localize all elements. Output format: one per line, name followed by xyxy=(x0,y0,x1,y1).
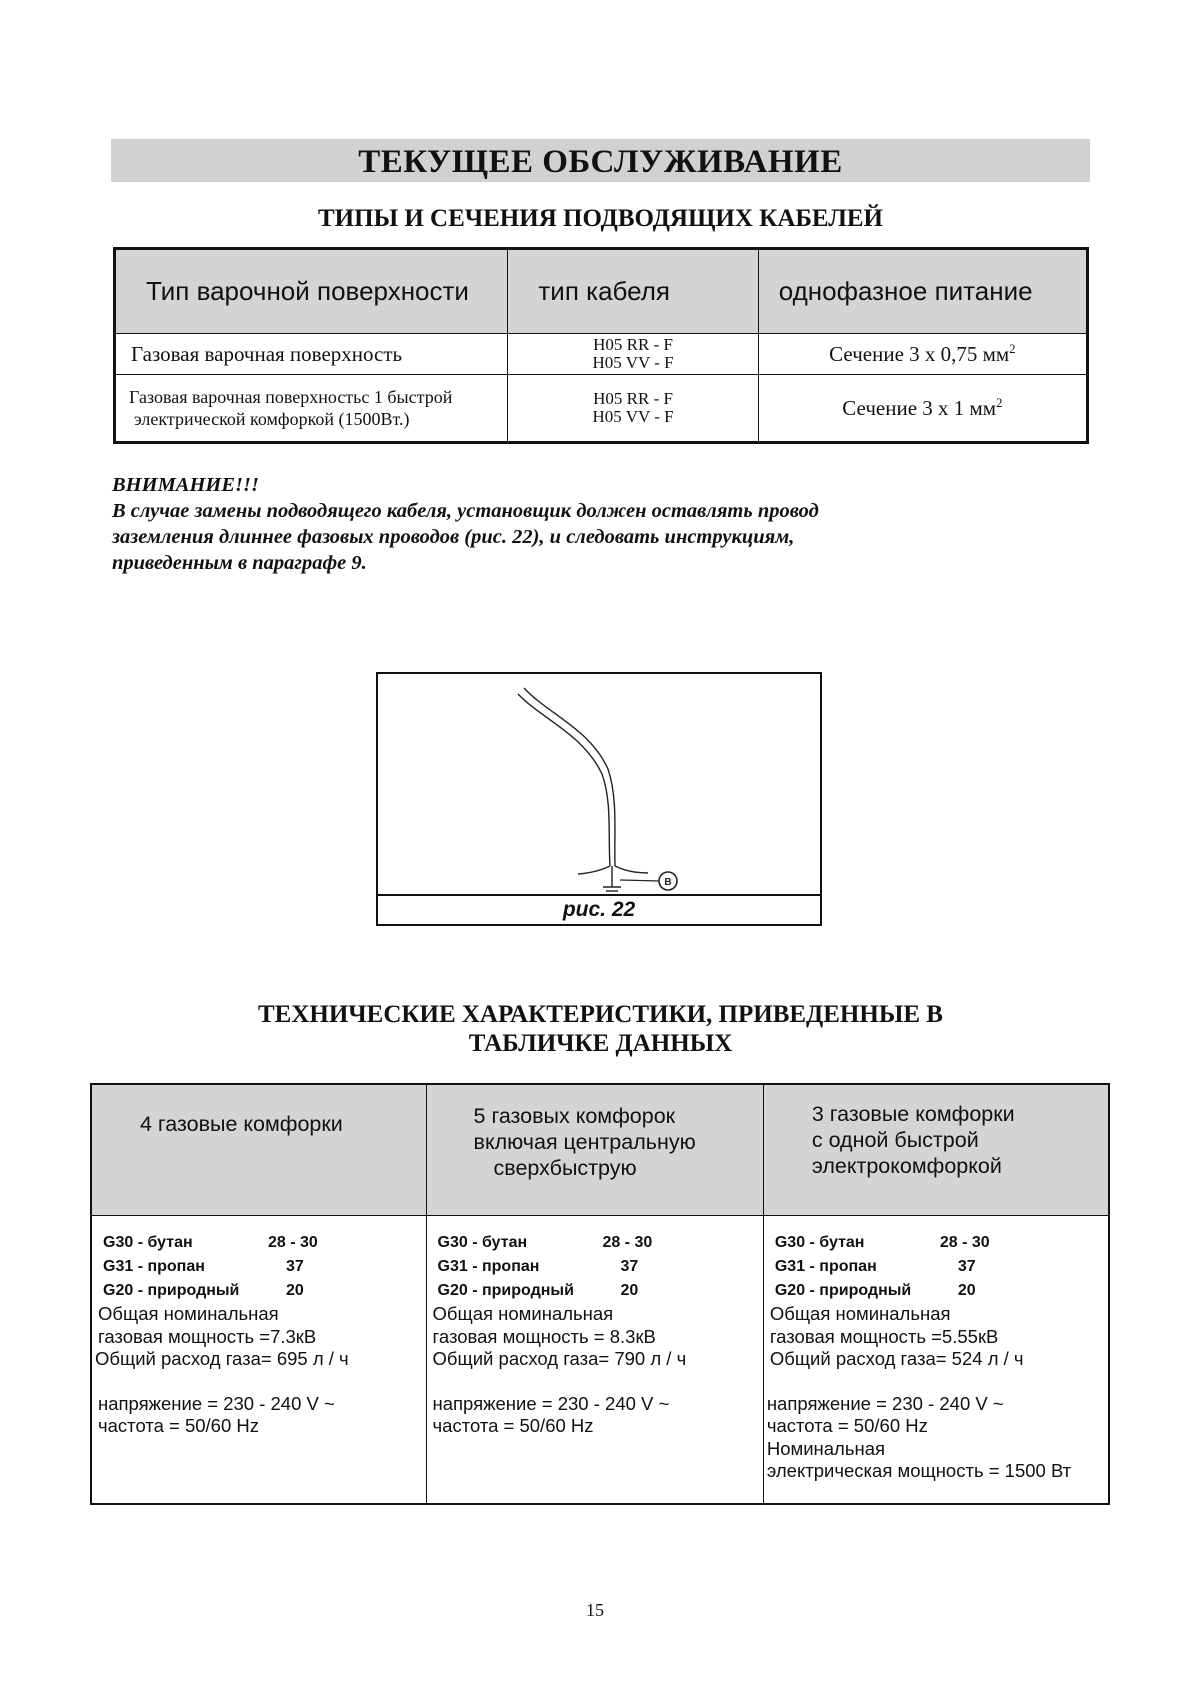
gas-power: газовая мощность =5.55кВ xyxy=(769,1325,999,1347)
gas-name: G31 - пропан xyxy=(774,1258,877,1275)
surface-type-line: электрической комфоркой (1500Вт.) xyxy=(134,409,410,429)
surface-type-line: Газовая варочная поверхностьс 1 быстрой xyxy=(129,387,453,407)
specs-title-line: ТАБЛИЧКЕ ДАННЫХ xyxy=(468,1030,733,1057)
gas-consumption: Общий расход газа= 695 л / ч xyxy=(95,1348,349,1369)
specs-table-header xyxy=(91,1084,1109,1216)
gas-pressure: 28 - 30 xyxy=(268,1234,318,1251)
gas-pressure: 28 - 30 xyxy=(939,1234,990,1251)
table-row xyxy=(115,334,1088,375)
section-cell xyxy=(758,375,1087,443)
warning-line: заземления длиннее фазовых проводов (рис. 22), и следовать инструкциям, xyxy=(112,526,795,548)
voltage: напряжение = 230 - 240 V ~ xyxy=(766,1392,1004,1414)
gas-row xyxy=(775,1279,1108,1303)
cables-section-title: ТИПЫ И СЕЧЕНИЯ ПОДВОДЯЩИХ КАБЕЛЕЙ xyxy=(318,205,883,232)
cables-table xyxy=(113,247,1089,444)
warning-title: ВНИМАНИЕ!!! xyxy=(112,474,259,496)
cable-type-cell xyxy=(508,375,758,443)
column-header-3-burners xyxy=(763,1084,1109,1216)
section-superscript: 2 xyxy=(1009,341,1016,356)
gas-name: G31 - пропан xyxy=(437,1258,540,1275)
frequency: частота = 50/60 Hz xyxy=(766,1415,928,1436)
gas-row xyxy=(438,1279,763,1303)
callout-line xyxy=(620,880,660,881)
gas-name: G30 - бутан xyxy=(437,1234,528,1251)
voltage: напряжение = 230 - 240 V ~ xyxy=(432,1392,670,1414)
wire-left xyxy=(578,866,610,874)
gas-pressure: 20 xyxy=(957,1282,976,1299)
electric-power-label: Номинальная xyxy=(766,1437,886,1459)
specs-title-line: ТЕХНИЧЕСКИЕ ХАРАКТЕРИСТИКИ, ПРИВЕДЕННЫЕ В xyxy=(258,1001,943,1028)
callout-label: B xyxy=(664,877,672,888)
spec-column-5-burners xyxy=(426,1216,763,1505)
gas-power: газовая мощность =7.3кВ xyxy=(98,1325,317,1347)
gas-power: газовая мощность = 8.3кВ xyxy=(432,1325,656,1347)
gas-pressure: 20 xyxy=(620,1282,639,1299)
figure-caption: рис. 22 xyxy=(378,894,820,924)
surface-type-cell: Газовая варочная поверхность xyxy=(115,334,508,375)
gas-row xyxy=(438,1231,763,1255)
gas-consumption: Общий расход газа= 524 л / ч xyxy=(769,1348,1024,1369)
gas-pressure-list xyxy=(438,1231,763,1303)
column-header-surface-type: Тип варочной поверхности xyxy=(115,249,508,334)
cable-ground-illustration xyxy=(378,674,820,896)
header-line: 5 газовых комфорок xyxy=(473,1104,676,1128)
gas-pressure-list xyxy=(103,1231,426,1303)
table-row xyxy=(115,375,1088,443)
column-header-4-burners xyxy=(91,1084,426,1216)
cable-type-line: H05 VV - F xyxy=(592,353,674,372)
gas-consumption: Общий расход газа= 790 л / ч xyxy=(432,1348,687,1369)
power-label: Общая номинальная xyxy=(98,1303,279,1324)
column-header-5-burners xyxy=(426,1084,763,1216)
gas-row xyxy=(103,1255,426,1279)
cable-type-cell xyxy=(508,334,758,375)
warning-line: В случае замены подводящего кабеля, установщик должен оставлять провод xyxy=(112,500,819,522)
header-line: включая центральную xyxy=(473,1130,696,1154)
page-number: 15 xyxy=(586,1600,604,1620)
frequency: частота = 50/60 Hz xyxy=(432,1415,594,1436)
header-line: 4 газовые комфорки xyxy=(140,1112,343,1136)
gas-row xyxy=(775,1231,1108,1255)
specs-table-body xyxy=(91,1216,1109,1505)
warning-block xyxy=(112,472,1012,576)
gas-name: G20 - природный xyxy=(103,1282,240,1299)
header-line: 3 газовые комфорки xyxy=(811,1102,1015,1126)
section-value: Сечение 3 х 0,75 мм xyxy=(829,341,1010,366)
electric-power: электрическая мощность = 1500 Вт xyxy=(766,1460,1072,1481)
power-label: Общая номинальная xyxy=(769,1303,951,1324)
specs-table xyxy=(90,1083,1110,1505)
figure-22 xyxy=(376,672,822,926)
gas-pressure: 20 xyxy=(286,1282,304,1299)
cable-type-line: H05 VV - F xyxy=(592,407,674,426)
column-header-cable-type: тип кабеля xyxy=(508,249,758,334)
cables-table-header xyxy=(115,249,1088,334)
warning-line: приведенным в параграфе 9. xyxy=(112,552,367,574)
gas-row xyxy=(438,1255,763,1279)
surface-type-cell xyxy=(115,375,508,443)
header-line: электрокомфоркой xyxy=(811,1154,1002,1178)
cable-type-line: H05 RR - F xyxy=(593,389,673,408)
specs-section-title xyxy=(111,1000,1090,1058)
page-title: ТЕКУЩЕЕ ОБСЛУЖИВАНИЕ xyxy=(111,139,1090,182)
power-label: Общая номинальная xyxy=(432,1303,614,1324)
gas-name: G20 - природный xyxy=(437,1282,574,1299)
spec-column-3-burners xyxy=(763,1216,1109,1505)
header-line: с одной быстрой xyxy=(811,1128,979,1152)
header-line: сверхбыструю xyxy=(493,1156,637,1180)
gas-pressure: 37 xyxy=(957,1258,976,1275)
gas-name: G30 - бутан xyxy=(103,1234,193,1251)
gas-row xyxy=(103,1279,426,1303)
gas-name: G30 - бутан xyxy=(774,1234,865,1251)
section-superscript: 2 xyxy=(996,395,1003,410)
wire-right xyxy=(615,866,648,873)
cable-line xyxy=(524,688,615,866)
section-cell xyxy=(758,334,1087,375)
column-header-single-phase: однофазное питание xyxy=(758,249,1087,334)
cable-type-line: H05 RR - F xyxy=(593,335,673,354)
gas-pressure: 37 xyxy=(286,1258,304,1275)
gas-row xyxy=(775,1255,1108,1279)
section-value: Сечение 3 х 1 мм xyxy=(842,395,997,420)
gas-pressure: 37 xyxy=(620,1258,639,1275)
gas-pressure-list xyxy=(775,1231,1108,1303)
gas-name: G20 - природный xyxy=(774,1282,912,1299)
gas-row xyxy=(103,1231,426,1255)
gas-pressure: 28 - 30 xyxy=(602,1234,653,1251)
spec-column-4-burners xyxy=(91,1216,426,1505)
voltage: напряжение = 230 - 240 V ~ xyxy=(98,1392,335,1414)
frequency: частота = 50/60 Hz xyxy=(98,1415,260,1436)
gas-name: G31 - пропан xyxy=(103,1258,205,1275)
